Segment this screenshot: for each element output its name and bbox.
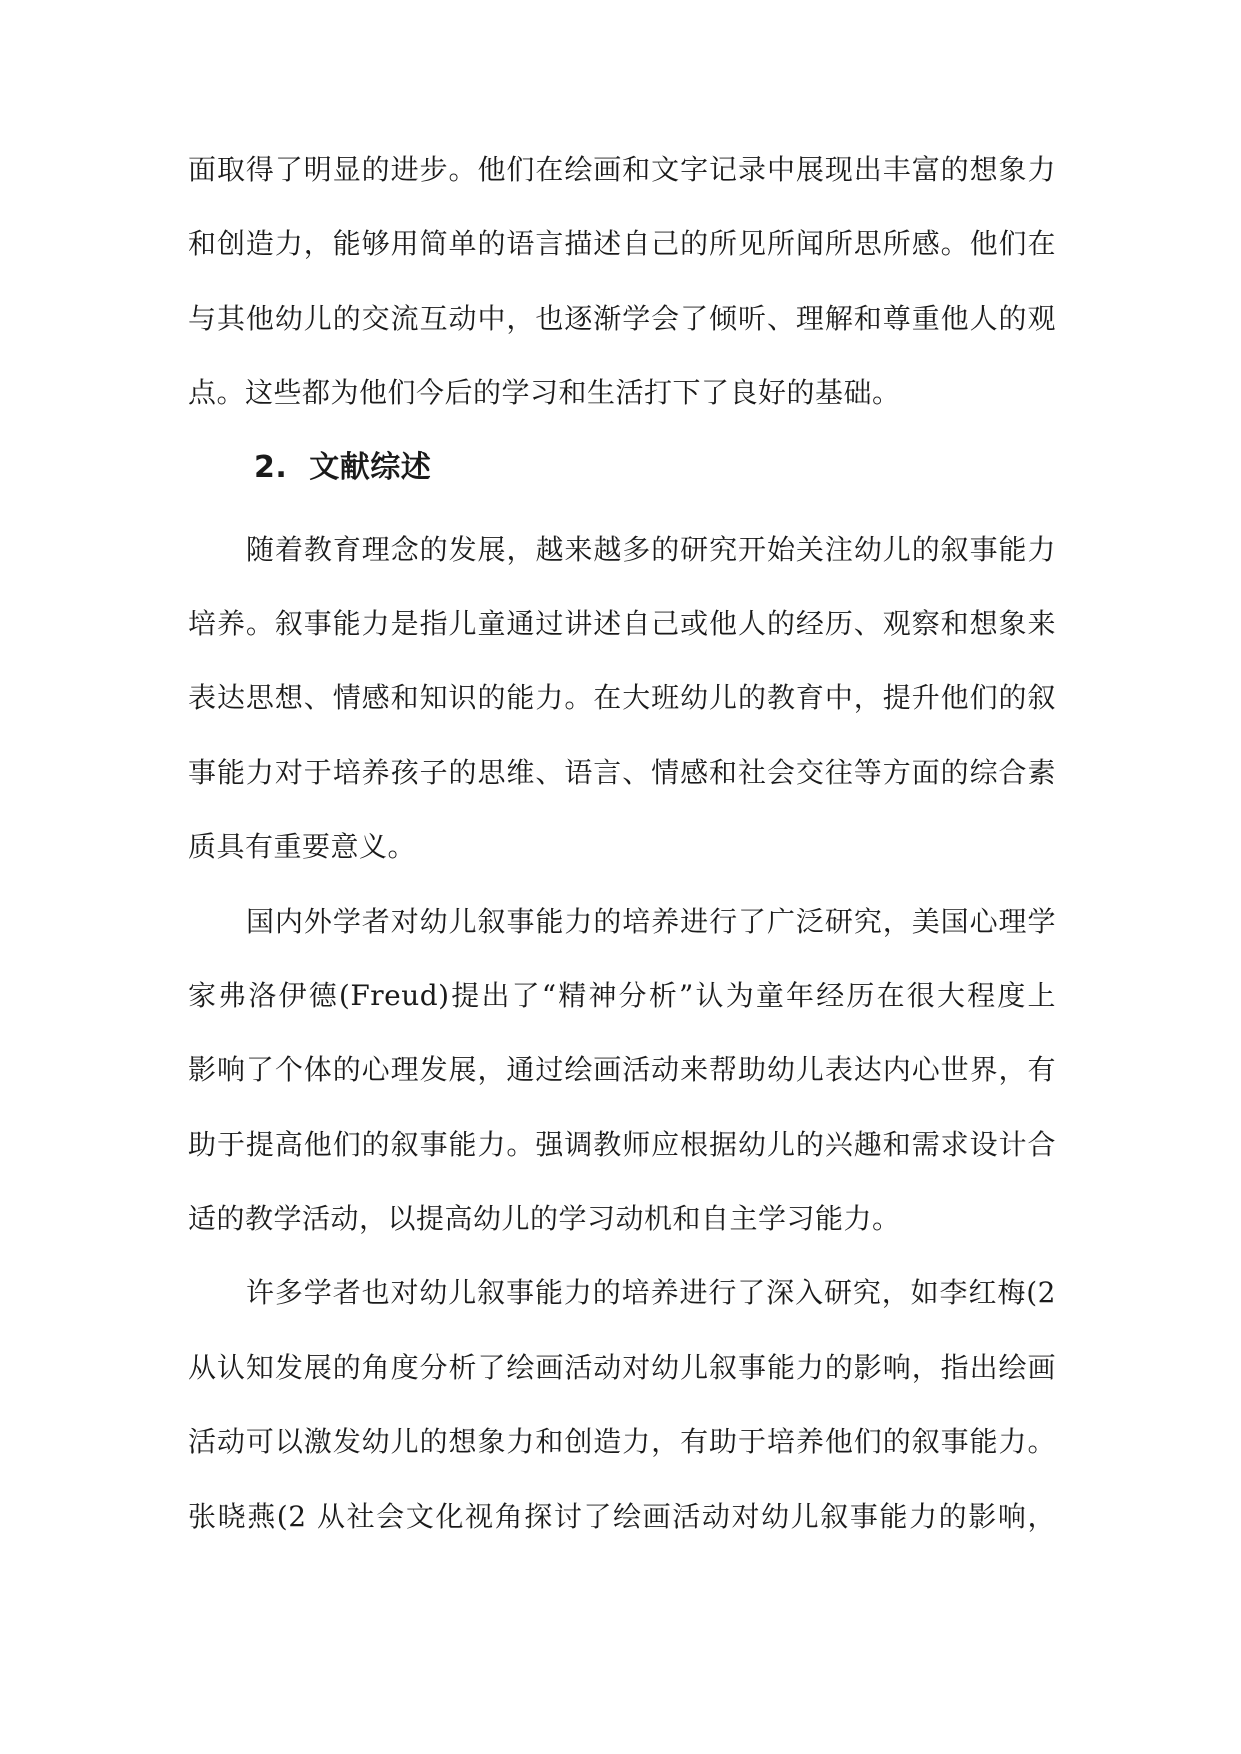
text-line: 质具有重要意义。 [188, 830, 417, 864]
document-page [188, 142, 1056, 1563]
section-title: 文献综述 [309, 449, 432, 485]
text-line: 与其他幼儿的交流互动中，也逐渐学会了倾听、理解和尊重他人的观 [188, 301, 1056, 335]
text-line: 国内外学者对幼儿叙事能力的培养进行了广泛研究，美国心理学 [246, 904, 1056, 938]
text-line: 事能力对于培养孩子的思维、语言、情感和社会交往等方面的综合素 [188, 755, 1056, 789]
section-number: 2. [254, 449, 288, 485]
paragraph-narrative-ability [188, 522, 1056, 876]
paragraph-continuation [188, 142, 1056, 421]
text-line: 张晓燕(2 从社会文化视角探讨了绘画活动对幼儿叙事能力的影响， [188, 1499, 1056, 1533]
text-line: 表达思想、情感和知识的能力。在大班幼儿的教育中，提升他们的叙 [188, 681, 1056, 715]
text-line: 点。这些都为他们今后的学习和生活打下了良好的基础。 [188, 376, 901, 410]
paragraph-research-overview [188, 894, 1056, 1248]
text-line: 培养。叙事能力是指儿童通过讲述自己或他人的经历、观察和想象来 [188, 606, 1056, 640]
text-line: 助于提高他们的叙事能力。强调教师应根据幼儿的兴趣和需求设计合 [188, 1127, 1056, 1161]
text-line: 许多学者也对幼儿叙事能力的培养进行了深入研究，如李红梅(2 [246, 1276, 1056, 1310]
text-line: 随着教育理念的发展，越来越多的研究开始关注幼儿的叙事能力 [246, 532, 1056, 566]
section-heading [188, 440, 1056, 496]
text-line: 适的教学活动，以提高幼儿的学习动机和自主学习能力。 [188, 1202, 901, 1236]
text-line: 面取得了明显的进步。他们在绘画和文字记录中展现出丰富的想象力 [188, 153, 1056, 186]
paragraph-scholar-studies [188, 1265, 1056, 1544]
text-line: 影响了个体的心理发展，通过绘画活动来帮助幼儿表达内心世界，有 [188, 1053, 1056, 1087]
text-line: 家弗洛伊德(Freud)提出了“精神分析”认为童年经历在很大程度上 [188, 978, 1056, 1012]
text-line: 从认知发展的角度分析了绘画活动对幼儿叙事能力的影响，指出绘画 [188, 1350, 1056, 1384]
text-line: 和创造力，能够用简单的语言描述自己的所见所闻所思所感。他们在 [188, 227, 1056, 261]
text-line: 活动可以激发幼儿的想象力和创造力，有助于培养他们的叙事能力。 [188, 1425, 1056, 1459]
